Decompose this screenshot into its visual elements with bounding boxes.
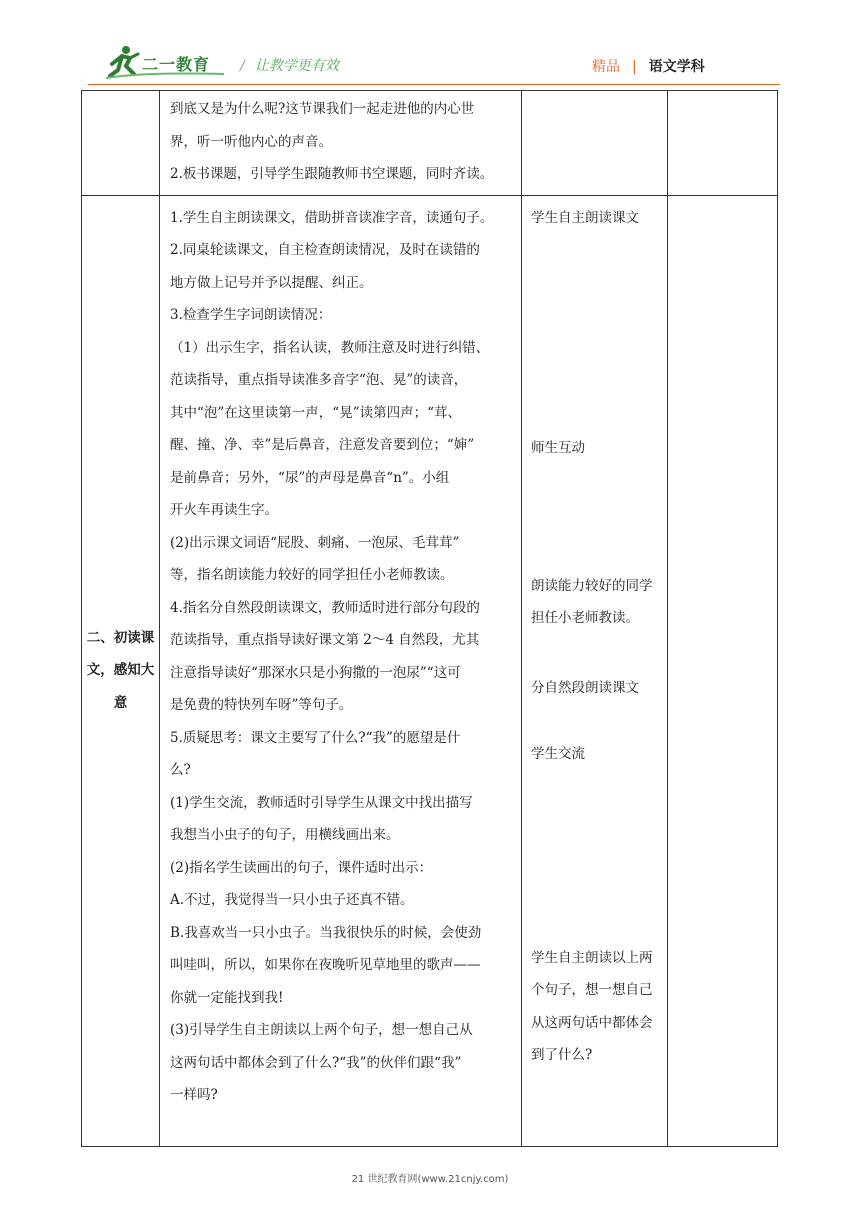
lesson-table — [81, 90, 778, 1147]
quality-badge: 精品 — [592, 59, 620, 75]
teacher-activity-cell: 到底又是为什么呢?这节课我们一起走进他的内心世 界，听一听他内心的声音。 2.板书课题，引导学生跟随教师书空课题，同时齐读。 — [160, 91, 522, 196]
brand-name: 二一教育 — [142, 55, 211, 74]
student-note: 师生互动 — [531, 439, 585, 456]
notes-cell — [668, 91, 778, 196]
section-cell — [82, 91, 160, 196]
header-divider — [88, 84, 780, 85]
subject-label: 精品 | 语文学科 — [592, 59, 705, 75]
slogan: / 让教学更有效 — [240, 58, 339, 74]
student-activity-cell — [522, 91, 668, 196]
student-note: 朗读能力较好的同学担任小老师教读。 — [531, 577, 653, 626]
page-footer: 21 世纪教育网(www.21cnjy.com) — [351, 1174, 509, 1185]
student-note: 分自然段朗读课文 — [531, 679, 639, 696]
subject-name: 语文学科 — [648, 59, 705, 75]
student-activity-cell — [522, 195, 668, 1146]
student-note: 学生交流 — [531, 745, 585, 762]
teacher-activity-cell: 1.学生自主朗读课文，借助拼音读准字音，读通句子。 2.同桌轮读课文，自主检查朗读情况，及时在读错的 地方做上记号并予以提醒、纠正。 3.检查学生字词朗读情况： （1）出示生字，指名认读，教师注意及时进行纠错、 范读指导，重点指导读准多音字“泡、晃”的读音， 其中“泡”在这里读第一声，“晃”读第四声；“茸、 醒、撞、净、幸”是后鼻音，注意发音要到位；“婶” 是前鼻音；另外，“尿”的声母是鼻音“n”。小组 开火车再读生字。 (2)出示课文词语“屁股、刺痛、一泡尿、毛茸茸” 等，指名朗读能力较好的同学担任小老师教读。 4.指名分自然段朗读课文，教师适时进行部分句段的 范读指导，重点指导读好课文第 2～4 自然段，尤其 注意指导读好“那深水只是小狗撒的一泡尿”“这可 是免费的特快列车呀”等句子。 5.质疑思考：课文主要写了什么?“我”的愿望是什 么? (1)学生交流，教师适时引导学生从课文中找出描写 我想当小虫子的句子，用横线画出来。 (2)指名学生读画出的句子，课件适时出示： A.不过，我觉得当一只小虫子还真不错。 B.我喜欢当一只小虫子。当我很快乐的时候，会使劲 叫哇叫，所以，如果你在夜晚听见草地里的歌声—— 你就一定能找到我! (3)引导学生自主朗读以上两个句子，想一想自己从 这两句话中都体会到了什么?“我”的伙伴们跟“我” 一样吗? — [160, 195, 522, 1146]
page-header — [0, 0, 860, 90]
notes-cell — [668, 195, 778, 1146]
section-label: 二、初读课文，感知大意 — [82, 195, 160, 1146]
student-note: 学生自主朗读课文 — [531, 209, 639, 226]
table-row — [82, 91, 778, 196]
table-row — [82, 195, 778, 1146]
student-note: 学生自主朗读以上两个句子，想一想自己从这两句话中都体会到了什么? — [531, 949, 653, 1063]
